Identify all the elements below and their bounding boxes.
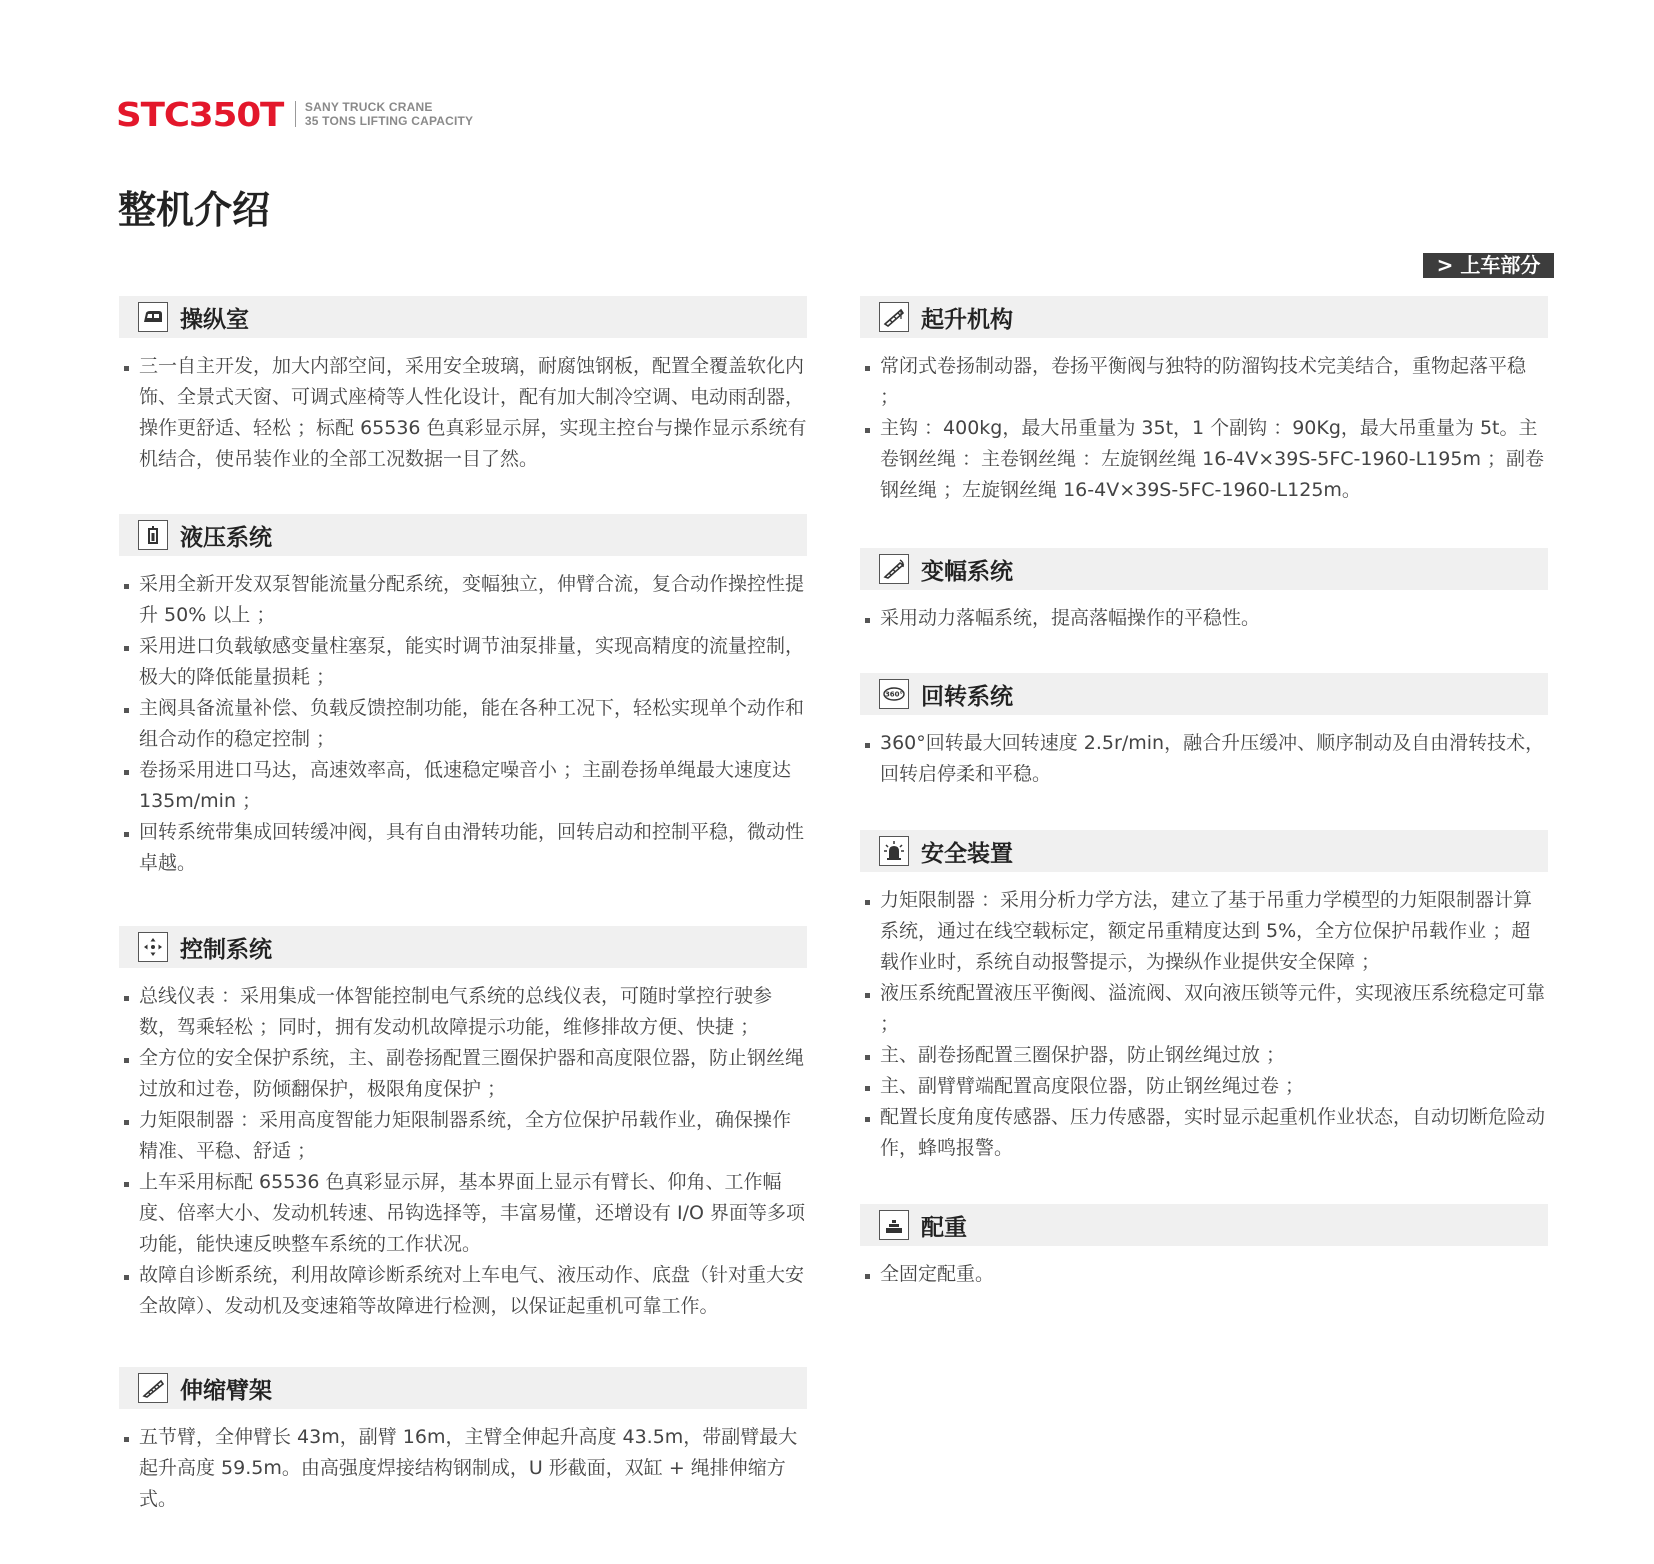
section-items — [860, 728, 1548, 790]
hydraulic-icon — [138, 520, 168, 550]
section-items — [860, 1259, 1548, 1290]
list-item: 总线仪表 ：采用集成一体智能控制电气系统的总线仪表，可随时掌控行驶参数，驾乘轻松 ；同时，拥有发动机故障提示功能，维修排故方便、快捷 ； — [139, 981, 807, 1043]
section-header — [860, 296, 1548, 338]
list-item: 力矩限制器 ：采用分析力学方法，建立了基于吊重力学模型的力矩限制器计算系统，通过在线空载标定，额定吊重精度达到 5%，全方位保护吊载作业 ；超载作业时，系统自动报警提示，为操纵作业提供安全保障 ； — [880, 885, 1548, 978]
section-title: 起升机构 — [921, 306, 1013, 333]
hoist-icon — [879, 302, 909, 332]
list-item: 全方位的安全保护系统，主、副卷扬配置三圈保护器和高度限位器，防止钢丝绳过放和过卷，防倾翻保护，极限角度保护 ； — [139, 1043, 807, 1105]
brand-subtitle — [305, 100, 473, 128]
left-column — [119, 296, 807, 1562]
section-title: 配重 — [921, 1214, 967, 1241]
safety-alarm-icon — [879, 836, 909, 866]
section-slewing — [860, 673, 1548, 790]
section-hydraulic — [119, 514, 807, 879]
list-item: 力矩限制器 ：采用高度智能力矩限制器系统，全方位保护吊载作业，确保操作精准、平稳、舒适 ； — [139, 1105, 807, 1167]
list-item: 液压系统配置液压平衡阀、溢流阀、双向液压锁等元件，实现液压系统稳定可靠 ； — [880, 978, 1548, 1040]
luffing-icon — [879, 554, 909, 584]
list-item: 采用动力落幅系统，提高落幅操作的平稳性。 — [880, 603, 1548, 634]
section-title: 操纵室 — [180, 306, 249, 333]
section-header — [860, 548, 1548, 590]
section-items — [860, 351, 1548, 506]
section-title: 伸缩臂架 — [180, 1377, 272, 1404]
list-item: 采用进口负载敏感变量柱塞泵，能实时调节油泵排量，实现高精度的流量控制，极大的降低能量损耗 ； — [139, 631, 807, 693]
list-item: 360°回转最大回转速度 2.5r/min，融合升压缓冲、顺序制动及自由滑转技术，回转启停柔和平稳。 — [880, 728, 1548, 790]
section-items — [119, 1422, 807, 1515]
svg-text:360°: 360° — [884, 690, 904, 699]
list-item: 常闭式卷扬制动器，卷扬平衡阀与独特的防溜钩技术完美结合，重物起落平稳 ； — [880, 351, 1548, 413]
list-item: 采用全新开发双泵智能流量分配系统，变幅独立，伸臂合流，复合动作操控性提升 50% 以上 ； — [139, 569, 807, 631]
section-items — [860, 885, 1548, 1164]
section-items — [119, 351, 807, 475]
section-cab — [119, 296, 807, 475]
list-item: 配置长度角度传感器、压力传感器，实时显示起重机作业状态，自动切断危险动作，蜂鸣报警。 — [880, 1102, 1548, 1164]
counterweight-icon — [879, 1210, 909, 1240]
section-hoist — [860, 296, 1548, 506]
section-header — [860, 1204, 1548, 1246]
list-item: 主、副臂臂端配置高度限位器，防止钢丝绳过卷 ； — [880, 1071, 1548, 1102]
list-item: 主、副卷扬配置三圈保护器，防止钢丝绳过放 ； — [880, 1040, 1548, 1071]
section-title: 回转系统 — [921, 683, 1013, 710]
section-header — [119, 926, 807, 968]
section-title: 液压系统 — [180, 524, 272, 551]
section-safety — [860, 830, 1548, 1164]
section-control — [119, 926, 807, 1322]
part-tag: > 上车部分 — [1423, 253, 1554, 278]
list-item: 卷扬采用进口马达，高速效率高，低速稳定噪音小 ；主副卷扬单绳最大速度达 135m/min ； — [139, 755, 807, 817]
list-item: 上车采用标配 65536 色真彩显示屏，基本界面上显示有臂长、仰角、工作幅度、倍率大小、发动机转速、吊钩选择等，丰富易懂，还增设有 I/O 界面等多项功能，能快速反映整车系统的工作状况。 — [139, 1167, 807, 1260]
list-item: 回转系统带集成回转缓冲阀，具有自由滑转功能，回转启动和控制平稳，微动性卓越。 — [139, 817, 807, 879]
brand-header — [116, 94, 473, 134]
control-icon — [138, 932, 168, 962]
section-items — [119, 981, 807, 1322]
section-title: 控制系统 — [180, 936, 272, 963]
model-logo: STC350T — [116, 94, 284, 134]
section-header — [119, 1367, 807, 1409]
slewing-360-icon — [879, 679, 909, 709]
section-header — [119, 514, 807, 556]
right-column — [860, 296, 1548, 1337]
list-item: 主阀具备流量补偿、负载反馈控制功能，能在各种工况下，轻松实现单个动作和组合动作的稳定控制 ； — [139, 693, 807, 755]
brand-subtitle-line1: SANY TRUCK CRANE — [304, 100, 433, 114]
brand-subtitle-line2: 35 TONS LIFTING CAPACITY — [304, 114, 474, 128]
list-item: 五节臂，全伸臂长 43m，副臂 16m，主臂全伸起升高度 43.5m，带副臂最大起升高度 59.5m。由高强度焊接结构钢制成，U 形截面，双缸 + 绳排伸缩方式。 — [139, 1422, 807, 1515]
section-header — [860, 673, 1548, 715]
section-title: 变幅系统 — [921, 558, 1013, 585]
page-title: 整机介绍 — [118, 188, 271, 232]
section-items — [860, 603, 1548, 634]
list-item: 三一自主开发，加大内部空间，采用安全玻璃，耐腐蚀钢板，配置全覆盖软化内饰、全景式天窗、可调式座椅等人性化设计，配有加大制冷空调、电动雨刮器，操作更舒适、轻松 ；标配 65536 色真彩显示屏，实现主控台与操作显示系统有机结合，使吊装作业的全部工况数据一目了然。 — [139, 351, 807, 475]
list-item: 主钩 ：400kg，最大吊重量为 35t，1 个副钩 ：90Kg，最大吊重量为 5t。主卷钢丝绳 ：主卷钢丝绳 ：左旋钢丝绳 16-4V×39S-5FC-1960-L195m ；副卷钢丝绳 ；左旋钢丝绳 16-4V×39S-5FC-1960-L125m。 — [880, 413, 1548, 506]
section-header — [860, 830, 1548, 872]
section-title: 安全装置 — [921, 840, 1013, 867]
list-item: 故障自诊断系统，利用故障诊断系统对上车电气、液压动作、底盘（针对重大安全故障）、发动机及变速箱等故障进行检测，以保证起重机可靠工作。 — [139, 1260, 807, 1322]
section-header — [119, 296, 807, 338]
section-counterweight — [860, 1204, 1548, 1290]
section-telescopic-boom — [119, 1367, 807, 1515]
telescopic-boom-icon — [138, 1373, 168, 1403]
section-items — [119, 569, 807, 879]
brand-divider — [295, 101, 296, 127]
list-item: 全固定配重。 — [880, 1259, 1548, 1290]
cab-icon — [138, 302, 168, 332]
section-luffing — [860, 548, 1548, 634]
